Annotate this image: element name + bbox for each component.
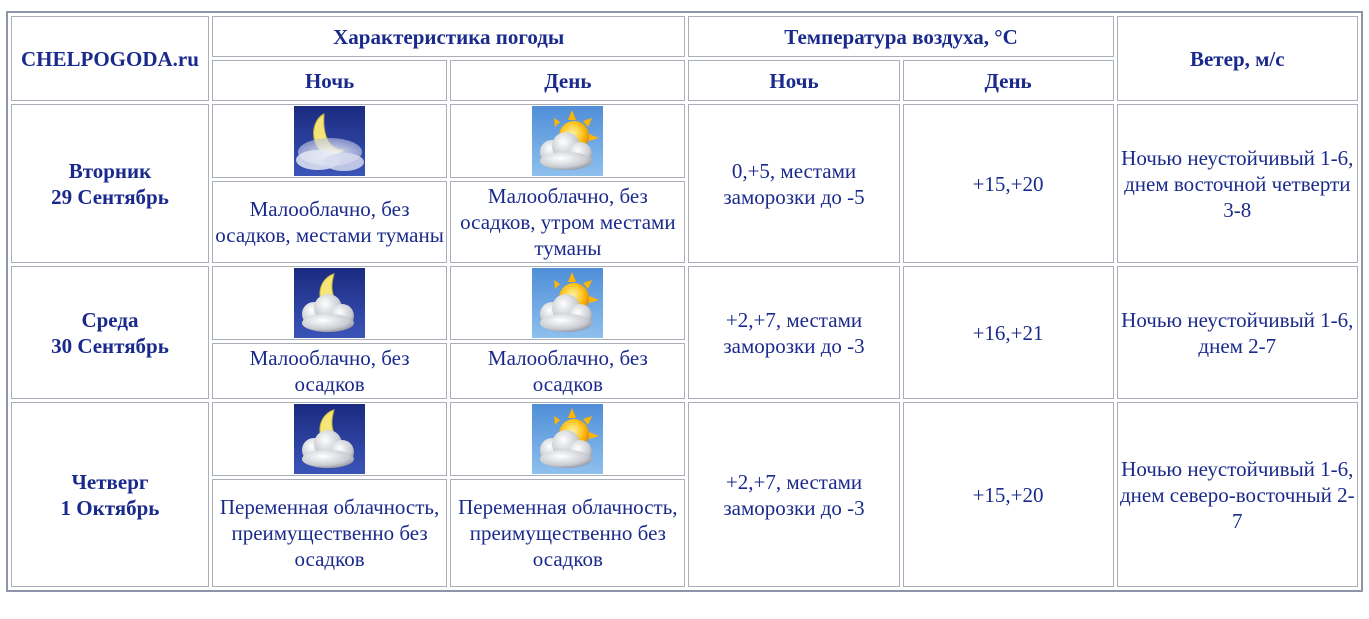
- weather-night-header: Ночь: [212, 60, 447, 101]
- night-icon-cell: [212, 104, 447, 178]
- date-label: 30 Сентябрь: [51, 333, 169, 358]
- night-description: Малооблачно, без осадков, местами туманы: [212, 181, 447, 263]
- temp-night-cell: 0,+5, местами заморозки до -5: [688, 104, 899, 263]
- temp-night-header: Ночь: [688, 60, 899, 101]
- night-description: Переменная облачность, преимущественно без осадков: [212, 479, 447, 587]
- temp-day-header: День: [903, 60, 1114, 101]
- day-icon-cell: [450, 104, 685, 178]
- air-temperature-header: Температура воздуха, °C: [688, 16, 1113, 57]
- temp-day-cell: +15,+20: [903, 402, 1114, 587]
- wind-cell: Ночью неустойчивый 1-6, днем северо-восточный 2-7: [1117, 402, 1358, 587]
- forecast-table: [6, 11, 1363, 592]
- day-cell: [11, 266, 209, 399]
- moon-fog-icon: [294, 106, 365, 176]
- wind-header: Ветер, м/с: [1117, 16, 1358, 101]
- moon-cloud-icon: [294, 404, 365, 474]
- day-cell: [11, 402, 209, 587]
- day-icon-cell: [450, 402, 685, 476]
- weekday-label: Вторник: [68, 158, 152, 183]
- weather-day-header: День: [450, 60, 685, 101]
- temp-day-cell: +16,+21: [903, 266, 1114, 399]
- date-label: 1 Октябрь: [60, 495, 160, 520]
- weather-characteristic-header: Характеристика погоды: [212, 16, 686, 57]
- wind-cell: Ночью неустойчивый 1-6, днем восточной четверти 3-8: [1117, 104, 1358, 263]
- temp-night-cell: +2,+7, местами заморозки до -3: [688, 266, 899, 399]
- day-description: Переменная облачность, преимущественно без осадков: [450, 479, 685, 587]
- day-description: Малооблачно, без осадков, утром местами туманы: [450, 181, 685, 263]
- weekday-label: Среда: [81, 307, 139, 332]
- temp-night-cell: +2,+7, местами заморозки до -3: [688, 402, 899, 587]
- moon-cloud-icon: [294, 268, 365, 338]
- sun-cloud-icon: [532, 404, 603, 474]
- temp-day-cell: +15,+20: [903, 104, 1114, 263]
- sun-cloud-icon: [532, 268, 603, 338]
- night-description: Малооблачно, без осадков: [212, 343, 447, 399]
- night-icon-cell: [212, 266, 447, 340]
- night-icon-cell: [212, 402, 447, 476]
- wind-cell: Ночью неустойчивый 1-6, днем 2-7: [1117, 266, 1358, 399]
- date-label: 29 Сентябрь: [51, 184, 169, 209]
- day-cell: [11, 104, 209, 263]
- weekday-label: Четверг: [71, 469, 149, 494]
- day-description: Малооблачно, без осадков: [450, 343, 685, 399]
- site-brand: CHELPOGODA.ru: [11, 16, 209, 101]
- day-icon-cell: [450, 266, 685, 340]
- sun-cloud-icon: [532, 106, 603, 176]
